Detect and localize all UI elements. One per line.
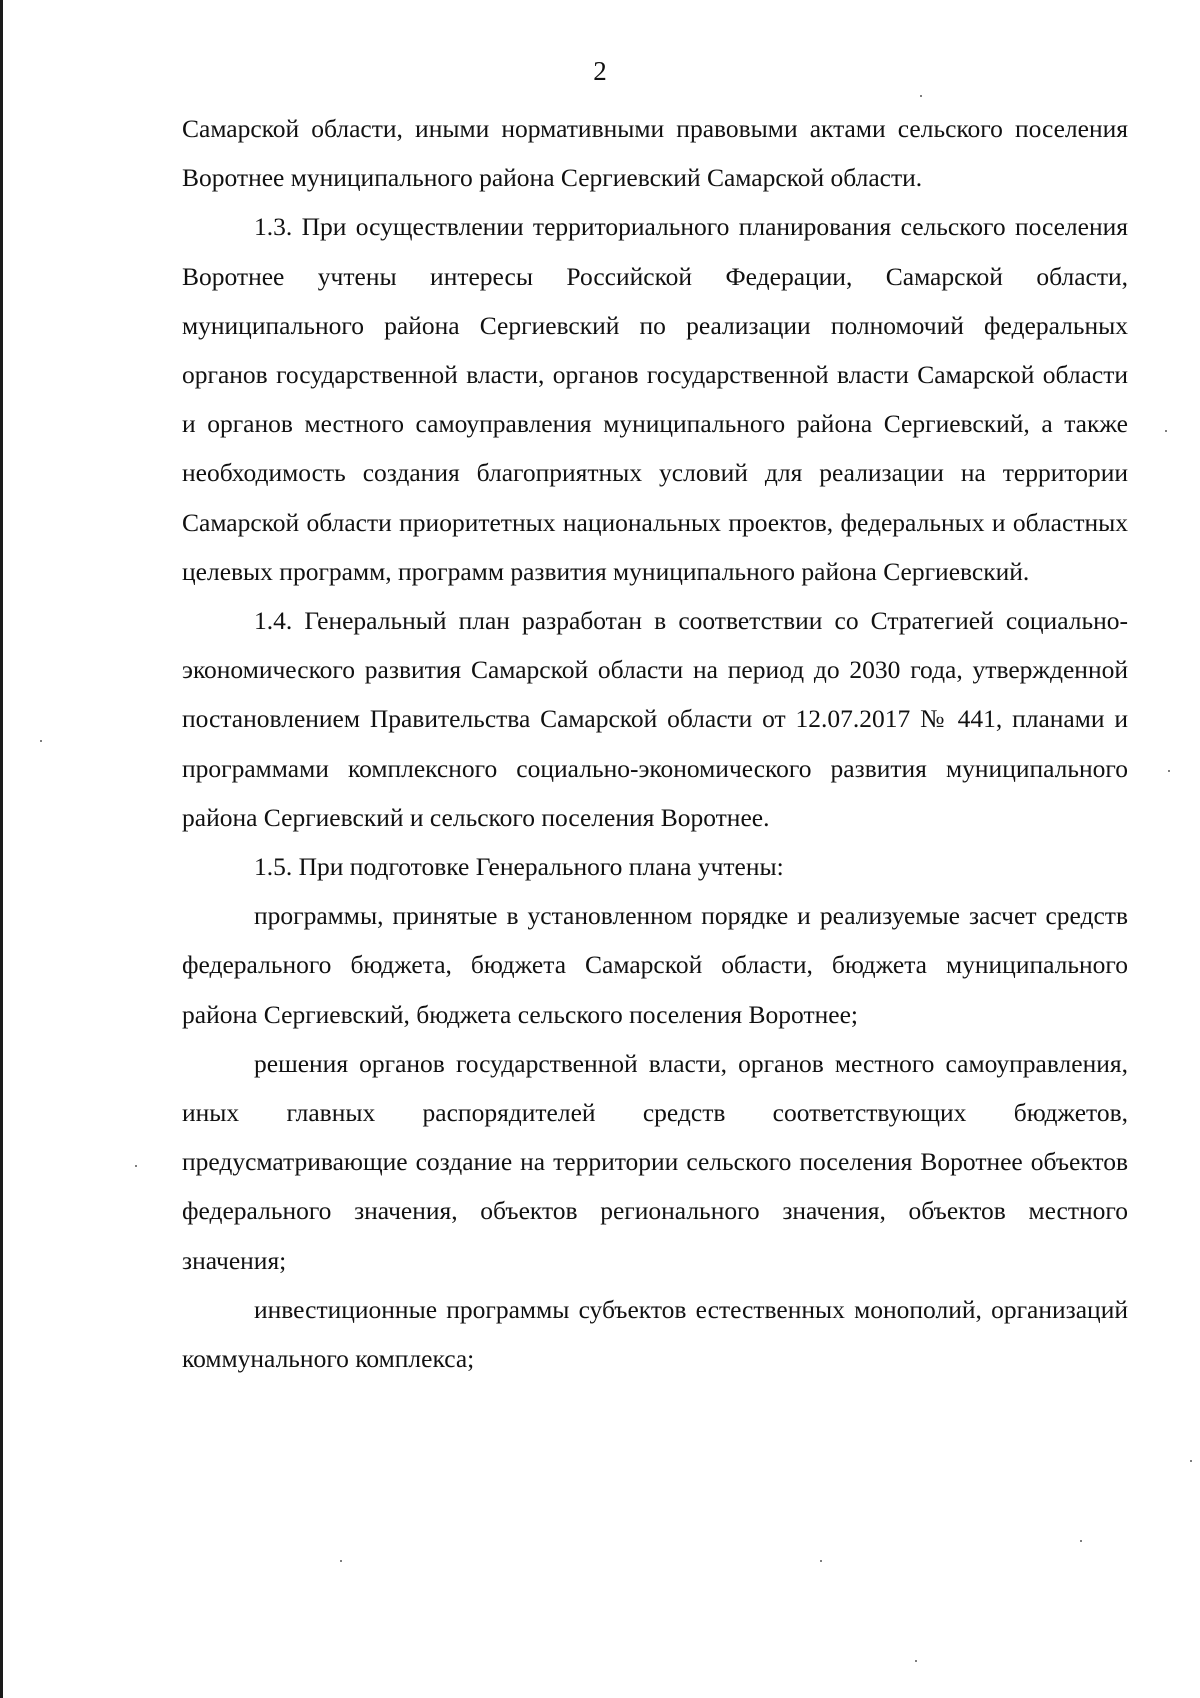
scan-speck bbox=[340, 1560, 342, 1562]
scan-speck bbox=[135, 1165, 137, 1167]
page-number: 2 bbox=[593, 56, 607, 86]
scan-speck bbox=[920, 95, 922, 97]
scan-left-edge bbox=[0, 0, 3, 1698]
scan-speck bbox=[1168, 770, 1170, 772]
list-item-programs: программы, принятые в установленном порядке и реализуемые засчет средств федерального бюджета, бюджета Самарской области, бюджета муниципального района Сергиевский, бюджета сельского поселения Воротнее; bbox=[182, 901, 1128, 1029]
scan-speck bbox=[820, 1560, 822, 1562]
document-body bbox=[182, 104, 1128, 1383]
paragraph-1-3: 1.3. При осуществлении территориального планирования сельского поселения Воротнее учтены интересы Российской Федерации, Самарской области, муниципального района Сергиевский по реализации полномочий федеральных органов государственной власти, органов государственной власти Самарской области и органов местного самоуправления муниципального района Сергиевский, а также необходимость создания благоприятных условий для реализации на территории Самарской области приоритетных национальных проектов, федеральных и областных целевых программ, программ развития муниципального района Сергиевский. bbox=[182, 212, 1128, 586]
paragraph-1-5: 1.5. При подготовке Генерального плана учтены: bbox=[254, 852, 784, 882]
list-item-investment-programs: инвестиционные программы субъектов естественных монополий, организаций коммунального комплекса; bbox=[182, 1294, 1128, 1374]
scan-speck bbox=[40, 740, 42, 742]
paragraph-continuation: Самарской области, иными нормативными правовыми актами сельского поселения Воротнее муниципального района Сергиевский Самарской области. bbox=[182, 114, 1128, 193]
scan-speck bbox=[1080, 1540, 1082, 1542]
scan-speck bbox=[1165, 430, 1167, 432]
scan-speck bbox=[1190, 1460, 1192, 1462]
paragraph-1-4: 1.4. Генеральный план разработан в соответствии со Стратегией социально-экономического развития Самарской области на период до 2030 года, утвержденной постановлением Правительства Самарской области от 12.07.2017 № 441, планами и программами комплексного социально-экономического развития муниципального района Сергиевский и сельского поселения Воротнее. bbox=[182, 606, 1128, 832]
list-item-decisions: решения органов государственной власти, органов местного самоуправления, иных главных распорядителей средств соответствующих бюджетов, предусматривающие создание на территории сельского поселения Воротнее объектов федерального значения, объектов регионального значения, объектов местного значения; bbox=[182, 1048, 1128, 1275]
scan-speck bbox=[915, 1660, 917, 1662]
